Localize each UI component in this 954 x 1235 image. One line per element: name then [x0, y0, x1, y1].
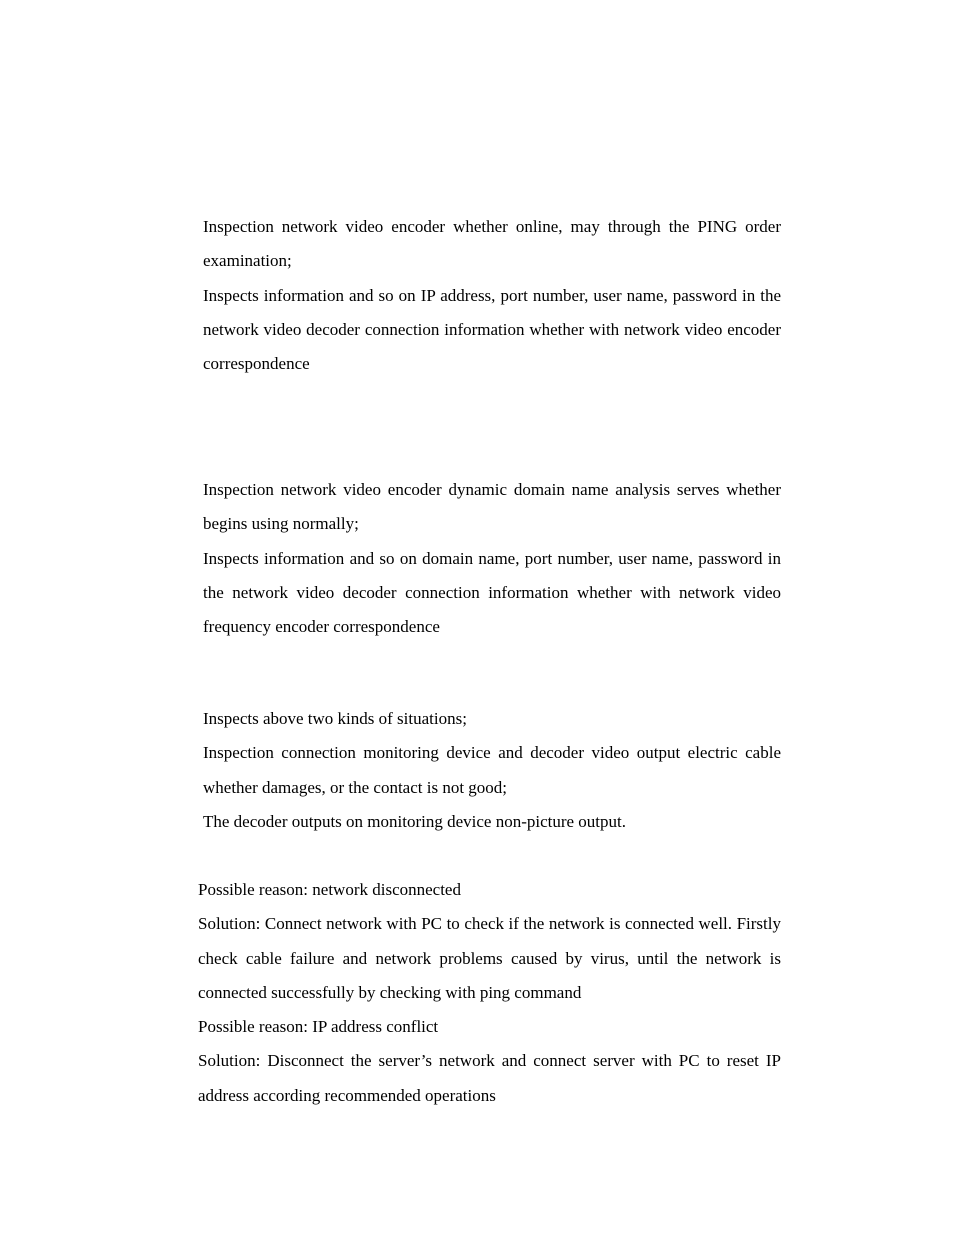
paragraph: Inspects information and so on IP address, port number, user name, password in the network video decoder connection information whether with network video encoder correspondence: [203, 285, 781, 374]
solution: Solution: Connect network with PC to check if the network is connected well. Firstly check cable failure and network problems caused by virus, until the network is connected successfully by checking with ping command: [198, 914, 781, 1002]
paragraph: Inspects information and so on domain name, port number, user name, password in the network video decoder connection information whether with network video frequency encoder correspondence: [203, 548, 781, 637]
paragraph: Inspects above two kinds of situations;: [203, 709, 467, 728]
paragraph: Inspection network video encoder dynamic domain name analysis serves whether begins using normally;: [203, 480, 781, 534]
paragraph: The decoder outputs on monitoring device non-picture output.: [203, 811, 627, 831]
section-ping-check: [203, 210, 781, 381]
paragraph: Inspection connection monitoring device and decoder video output electric cable whether damages, or the contact is not good;: [203, 743, 781, 797]
solution: Solution: Disconnect the server’s network and connect server with PC to reset IP address according recommended operations: [198, 1051, 781, 1105]
possible-reason: Possible reason: network disconnected: [198, 880, 461, 899]
possible-reason: Possible reason: IP address conflict: [198, 1017, 439, 1037]
section-troubleshooting: [198, 873, 781, 1113]
section-domain-check: [203, 473, 781, 644]
section-output-check: [203, 702, 781, 839]
paragraph: Inspection network video encoder whether online, may through the PING order examination;: [203, 217, 781, 271]
